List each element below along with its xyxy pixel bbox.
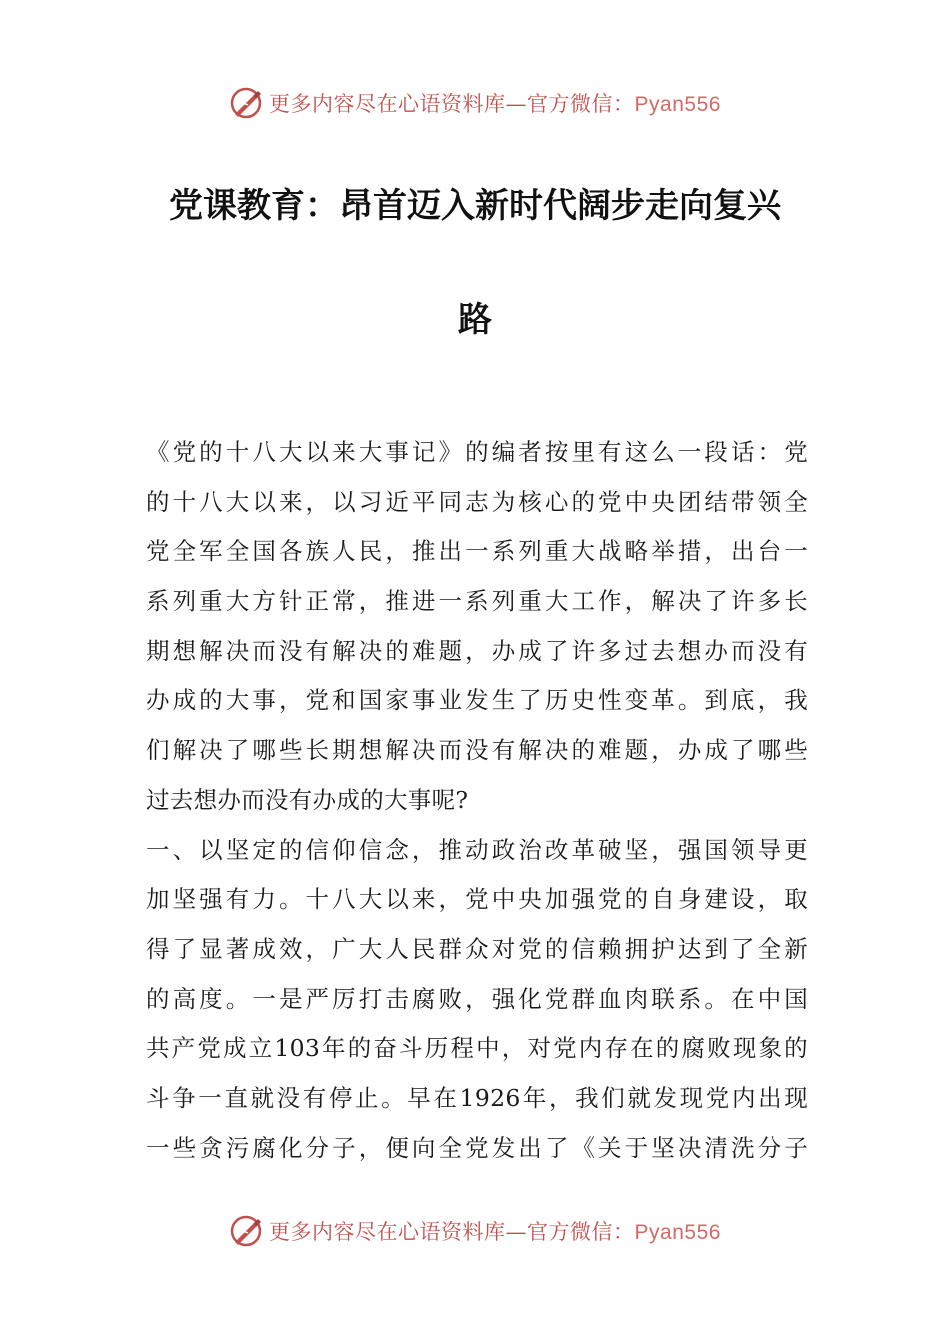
body-line: 《党的十八大以来大事记》的编者按里有这么一段话：党	[146, 438, 808, 466]
body-line: 的高度。一是严厉打击腐败，强化党群血肉联系。在中国	[146, 984, 808, 1013]
header-banner	[0, 83, 950, 123]
body-line: 们解决了哪些长期想解决而没有解决的难题，办成了哪些	[146, 736, 808, 765]
pen-logo-icon	[229, 1214, 263, 1248]
footer-banner-text	[269, 1216, 721, 1246]
header-banner-label: 更多内容尽在心语资料库—官方微信：	[269, 92, 635, 116]
body-line: 共产党成立103年的奋斗历程中，对党内存在的腐败现象的	[146, 1034, 808, 1063]
body-line: 期想解决而没有解决的难题，办成了许多过去想办而没有	[146, 636, 808, 665]
body-line: 系列重大方针正常，推进一系列重大工作，解决了许多长	[146, 587, 808, 616]
body-line: 过去想办而没有办成的大事呢?	[146, 785, 469, 814]
footer-banner-label: 更多内容尽在心语资料库—官方微信：	[269, 1220, 635, 1244]
body-line: 斗争一直就没有停止。早在1926年，我们就发现党内出现	[146, 1083, 808, 1112]
header-banner-text	[269, 88, 721, 118]
footer-banner	[0, 1211, 950, 1251]
article-body	[146, 428, 808, 1173]
body-line: 一、以坚定的信仰信念，推动政治改革破坚，强国领导更	[146, 835, 808, 864]
body-line: 的十八大以来，以习近平同志为核心的党中央团结带领全	[146, 487, 808, 516]
pen-logo-icon	[229, 86, 263, 120]
body-line: 党全军全国各族人民，推出一系列重大战略举措，出台一	[146, 537, 808, 566]
body-line: 一些贪污腐化分子，便向全党发出了《关于坚决清洗分子	[146, 1133, 808, 1162]
page-title-line-1: 党课教育：昂首迈入新时代阔步走向复兴	[169, 186, 781, 226]
header-banner-handle: Pyan556	[634, 93, 721, 116]
body-line: 得了显著成效，广大人民群众对党的信赖拥护达到了全新	[146, 934, 808, 963]
body-line: 加坚强有力。十八大以来，党中央加强党的自身建设，取	[146, 885, 808, 914]
body-line: 办成的大事，党和国家事业发生了历史性变革。到底，我	[146, 686, 808, 715]
page-title-line-2: 路	[458, 300, 492, 340]
footer-banner-handle: Pyan556	[634, 1221, 721, 1244]
